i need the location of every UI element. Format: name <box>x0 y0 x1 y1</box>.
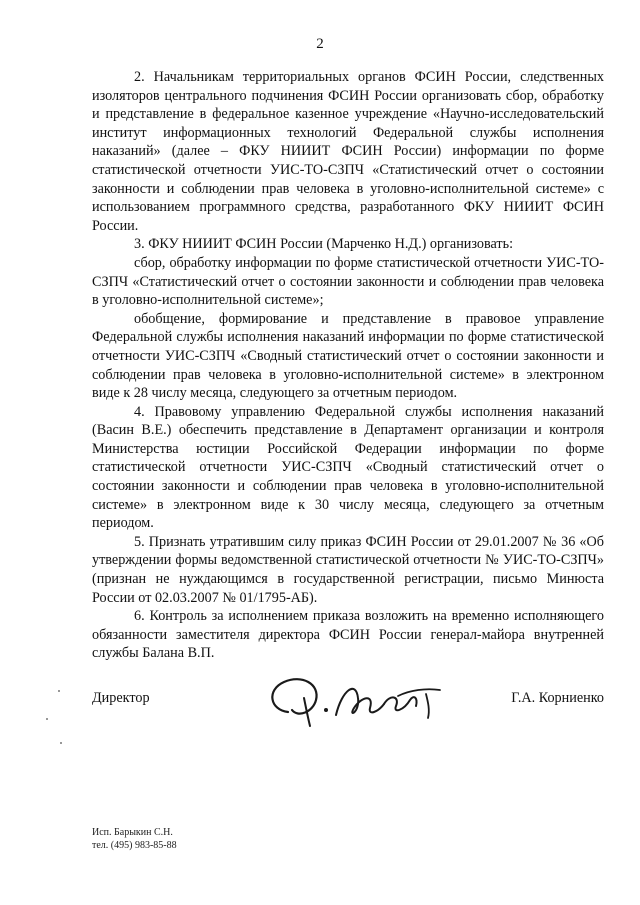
document-body <box>92 68 604 663</box>
handwritten-signature <box>258 660 448 740</box>
paragraph-3-item-1: сбор, обработку информации по форме статистической отчетности УИС-ТО-СЗПЧ «Статистический отчет о состоянии законности и соблюдении прав человека в уголовно-исполнительной системе»; <box>92 254 604 309</box>
scan-speck <box>58 690 60 692</box>
executor-info <box>92 826 177 852</box>
scan-speck <box>60 742 62 744</box>
signatory-title: Директор <box>92 690 150 706</box>
page-number: 2 <box>316 36 324 52</box>
executor-name: Исп. Барыкин С.Н. <box>92 827 173 838</box>
paragraph-6: 6. Контроль за исполнением приказа возложить на временно исполняющего обязанности заместителя директора ФСИН России генерал-майора внутренней службы Балана В.П. <box>92 608 604 662</box>
executor-phone: тел. (495) 983-85-88 <box>92 840 177 851</box>
paragraph-4: 4. Правовому управлению Федеральной службы исполнения наказаний (Васин В.Е.) обеспечить представление в Департамент организации и контроля Министерства юстиции Российской Федерации информации по форме статистической отчетности УИС-СЗПЧ «Сводный статистический отчет о состоянии законности и соблюдении прав человека в уголовно-исполнительной системе» в электронном виде к 30 числу месяца, следующего за отчетным периодом. <box>92 403 604 532</box>
paragraph-3-item-2: обобщение, формирование и представление в правовое управление Федеральной службы исполнения наказаний информации по форме статистической отчетности УИС-СЗПЧ «Сводный статистический отчет о состоянии законности и соблюдении прав человека в уголовно-исполнительной системе» в электронном виде к 28 числу месяца, следующего за отчетным периодом. <box>92 310 604 402</box>
paragraph-3: 3. ФКУ НИИИТ ФСИН России (Марченко Н.Д.) организовать: <box>134 236 514 253</box>
scan-speck <box>46 718 48 720</box>
signatory-name: Г.А. Корниенко <box>511 690 604 706</box>
paragraph-2: 2. Начальникам территориальных органов ФСИН России, следственных изоляторов центрального подчинения ФСИН России организовать сбор, обработку и представление в федеральное казенное учреждение «Научно-исследовательский институт информационных технологий Федеральной службы исполнения наказаний» (далее – ФКУ НИИИТ ФСИН России) информации по форме статистической отчетности УИС-ТО-СЗПЧ «Статистический отчет о состоянии законности и соблюдении прав человека в уголовно-исполнительной системе» с использованием программного средства, разработанного ФКУ НИИИТ ФСИН России. <box>92 69 604 234</box>
paragraph-5: 5. Признать утратившим силу приказ ФСИН России от 29.01.2007 № 36 «Об утверждении формы ведомственной статистической отчетности № УИС-ТО-СЗПЧ» (признан не нуждающимся в государственной регистрации, письмо Минюста России от 02.03.2007 № 01/1795-АБ). <box>92 533 604 606</box>
